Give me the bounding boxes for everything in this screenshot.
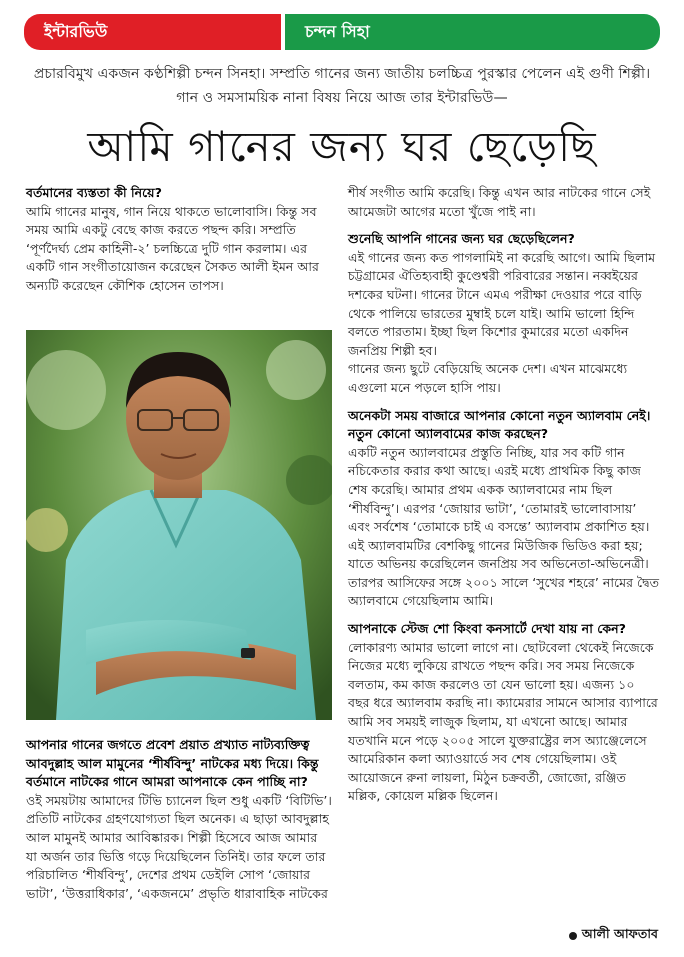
subject-name: চন্দন সিহা: [285, 14, 660, 50]
question-2: আপনার গানের জগতে প্রবেশ প্রয়াত প্রখ্যাত নাট্যব্যক্তিত্ব আবদুল্লাহ আল মামুনের ‘শীর্ষবিন্দু’ নাটকের মধ্য দিয়ে। কিন্তু বর্তমানে নাটকের গানে আমরা আপনাকে কেন পাচ্ছি না?: [26, 737, 319, 790]
question-1: বর্তমানের ব্যস্ততা কী নিয়ে?: [26, 185, 162, 200]
answer-2: ওই সময়টায় আমাদের টিভি চ্যানেল ছিল শুধু একটি ‘বিটিভি’। প্রতিটি নাটকের গ্রহণযোগ্যতা ছিল অনেক। এ ছাড়া আবদুল্লাহ আল মামুনই আমার আবিষ্কারক। শিল্পী হিসেবে আজ আমার যা অর্জন তার ভিত্তি গড়ে দিয়েছিলেন তিনিই। তার ফলে তার পরিচালিত ‘শীর্ষবিন্দু’, দেশের প্রথম ডেইলি সোপ ‘জোয়ার ভাটা’, ‘উত্তরাধিকার’, ‘একজনমে’ প্রভৃতি ধারাবাহিক নাটকের: [26, 792, 332, 901]
author-credit: [569, 926, 658, 946]
answer-2-continued: শীর্ষ সংগীত আমি করেছি। কিন্তু এখন আর নাটকের গানে সেই আমেজটা আগের মতো খুঁজে পাই না।: [348, 185, 651, 219]
question-3: শুনেছি আপনি গানের জন্য ঘর ছেড়েছিলেন?: [348, 231, 575, 247]
intro-paragraph: প্রচারবিমুখ একজন কণ্ঠশিল্পী চন্দন সিনহা। সম্প্রতি গানের জন্য জাতীয় চলচ্চিত্র পুরস্কার পেলেন এই গুণী শিল্পী। গান ও সমসাময়িক নানা বিষয় নিয়ে আজ তার ইন্টারভিউ—: [33, 66, 651, 106]
left-column-top: [26, 184, 332, 296]
bullet-icon: [569, 932, 577, 940]
section-label: ইন্টারভিউ: [24, 14, 281, 50]
question-4: অনেকটা সময় বাজারে আপনার কোনো নতুন অ্যালবাম নেই। নতুন কোনো অ্যালবামের কাজ করছেন?: [348, 407, 651, 442]
author-name: আলী আফতাব: [581, 926, 658, 941]
section-header: [24, 14, 660, 50]
left-column-bottom: [26, 736, 332, 903]
answer-1: আমি গানের মানুষ, গান নিয়ে থাকতে ভালোবাসি। কিন্তু সব সময় আমি একটু বেছে কাজ করতে পছন্দ করি। সম্প্রতি ‘পূর্ণদৈর্ঘ্য প্রেম কাহিনী-২’ চলচ্চিত্রে দুটি গান করলাম। এর একটি গান সংগীতায়োজন করেছেন সৈকত আলী ইমন আর অন্যটি করেছেন কৌশিক হোসেন তাপস।: [26, 203, 319, 293]
answer-3-part-2: গানের জন্য ছুটে বেড়িয়েছি অনেক দেশ। এখন মাঝেমধ্যে এগুলো মনে পড়লে হাসি পায়।: [348, 361, 628, 395]
right-column: [348, 184, 660, 806]
question-5: আপনাকে স্টেজ শো কিংবা কনসার্টে দেখা যায় না কেন?: [348, 621, 626, 637]
headline: আমি গানের জন্য ঘর ছেড়েছি: [87, 122, 597, 171]
answer-5: লোকারণ্য আমার ভালো লাগে না। ছোটবেলা থেকেই নিজেকে নিজের মধ্যে লুকিয়ে রাখতে পছন্দ করি। সব সময় নিজেকে বলতাম, কম কাজ করলেও তা যেন ভালো হয়। এজন্য ১০ বছর ধরে অ্যালবাম করছি না। ক্যামেরার সামনে আসার ব্যাপারে আমি সব সময়ই লাজুক ছিলাম, যা এখনো আছে। আমার যতখানি মনে পড়ে ২০০৫ সালে যুক্তরাষ্ট্রের লস অ্যাঞ্জেলেসে আমেরিকান কলা অ্যাওয়ার্ডে সব শেষ গেয়েছিলাম। ওই আয়োজনে রুনা লায়লা, মিঠুন চক্রবর্তী, জোজো, রঞ্জিত মল্লিক, কোয়েল মল্লিক ছিলেন।: [348, 639, 658, 804]
answer-3: এই গানের জন্য কত পাগলামিই না করেছি আগে। আমি ছিলাম চট্টগ্রামের ঐতিহ্যবাহী কুণ্ডেশ্বরী পরিবারের সন্তান। নব্বইয়ের দশকের ঘটনা। গানের টানে এমএ পরীক্ষা দেওয়ার পরে বাড়ি থেকে পালিয়ে ভারতের মুম্বাই চলে যাই। আমি ভালো হিন্দি বলতে পারতাম। ইচ্ছা ছিল কিশোর কুমারের মতো একদিন জনপ্রিয় শিল্পী হব।: [348, 249, 656, 358]
portrait-photo: [26, 330, 332, 720]
answer-4: একটি নতুন অ্যালবামের প্রস্তুতি নিচ্ছি, যার সব কটি গান নচিকেতার করার কথা আছে। এরই মধ্যে প্রাথমিক কিছু কাজ শেষ করেছি। আমার প্রথম একক অ্যালবামের নাম ছিল ‘শীর্ষবিন্দু’। এরপর ‘জোয়ার ভাটা’, ‘তোমারই ভালোবাসায়’ এবং সর্বশেষ ‘তোমাকে চাই এ বসন্তে’ অ্যালবাম প্রকাশিত হয়। এই অ্যালবামটির বেশকিছু গানের মিউজিক ভিডিও করা হয়; যাতে অভিনয় করেছিলেন জনপ্রিয় সব অভিনেতা-অভিনেত্রী। তারপর আসিফের সঙ্গে ২০০১ সালে ‘সুখের শহরে’ নামের দ্বৈত অ্যালবামে গেয়েছিলাম আমি।: [348, 444, 660, 609]
